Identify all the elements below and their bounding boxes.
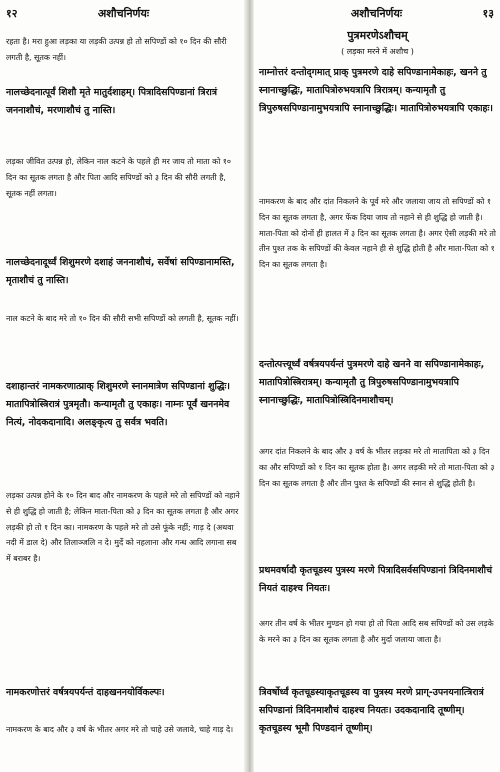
paragraph: नामकरण के बाद और ३ वर्ष के भीतर अगर मरे तो चाहे उसे जलावे, चाहे गाड़ दे। <box>6 725 234 734</box>
page-number: १३ <box>482 7 494 20</box>
left-page-body <box>6 26 243 772</box>
right-page <box>253 0 500 772</box>
paragraph: अगर दांत निकलने के बाद और ३ वर्ष के भीतर लड़का मरे तो मातापिता को ३ दिन का और सपिण्डों को १ दिन का सूतक होता है। अगर लड़की मरे तो माता-पिता को ३ दिन का सूतक लगता है और तीन पुश्त के सपिण्डों की स्नान से शुद्धि होती है। <box>259 447 495 488</box>
running-title: अशौचनिर्णयः <box>97 7 150 20</box>
verse: नालच्छेदनात्पूर्वं शिशौ मृते मातुर्दशाहम्। पित्रादिसपिण्डानां त्रिरात्रं जननाशौचं, मरणाशौचं तु नास्ति। <box>6 87 218 116</box>
paragraph: नाल कटने के बाद मरे तो १० दिन की सौरी सभी सपिण्डों को लगती है, सूतक नहीं। <box>6 314 239 323</box>
section-title: पुत्रमरणेऽशौचम् <box>347 29 408 42</box>
paragraph: रहता है। मरा हुआ लड़का या लड़की उत्पन्न हो तो सपिण्डों को १० दिन की सौरी लगती है, सूतक नहीं। <box>6 37 227 62</box>
left-page-header <box>6 6 241 22</box>
verse: नामकरणोत्तरं वर्षत्रयपर्यन्तं दाहखननयोर्विकल्पः। <box>6 687 165 698</box>
paragraph: नामकरण के बाद और दांत निकलने के पूर्व मरे और जलाया जाय तो सपिण्डों को १ दिन का सूतक लगता है, अगर फेंक दिया जाय तो नहाने से ही शुद्धि हो जाती है। माता-पिता को दोनों ही हालत में ३ दिन का सूतक लगता है। अगर ऐसी लड़की मरे तो तीन पुश्त तक के सपिण्डों की केवल नहाने ही से शुद्धि होती है और माता-पिता को १ दिन का सूतक लगता है। <box>259 197 496 270</box>
running-title: अशौचनिर्णयः <box>350 7 403 20</box>
verse: त्रिवर्षोर्ध्वं कृतचूडस्याकृतचूडस्य वा पुत्रस्य मरणे प्राग्-उपनयनात्त्रिरात्रं सपिण्डानां त्रिदिनमाशौचं दाहश्च नियतः। उदकदानादि तूष्णीम्। कृतचूडस्य भूमौ पिण्डदानं तूष्णीम्। <box>259 687 484 734</box>
verse: दशाहान्तरं नामकरणात्प्राक् शिशुमरणे स्नानमात्रेण सपिण्डानां शुद्धिः। मातापित्रोस्त्रिरात्रं पुत्रमृतौ। कन्यामृतौ तु एकाहः। नाम्नः पूर्वं खननमेव नित्यं, नोदकदानादि। अलङ्कृत्य तु सर्वत्र भवति। <box>6 381 230 428</box>
right-page-body <box>259 26 496 772</box>
page-number: १२ <box>6 7 18 20</box>
paragraph: अगर तीन वर्ष के भीतर मुण्डन हो गया हो तो पिता आदि सब सपिण्डों को उस लड़के के मरने का ३ दिन का सूतक लगता है और मुर्दा जलाया जाता है। <box>259 619 494 644</box>
left-page <box>0 0 247 772</box>
verse: प्रथमवर्षादौ कृतचूडस्य पुत्रस्य मरणे पित्रादिसर्वसपिण्डानां त्रिदिनमाशौचं नियतं दाहश्च नियतः। <box>259 565 493 594</box>
section-subtitle: ( लड़का मरने में अशौच ) <box>341 47 414 56</box>
paragraph: लड़का उत्पन्न होने के १० दिन बाद और नामकरण के पहले मरे तो सपिण्डों को नहाने से ही शुद्धि हो जाती है; लेकिन माता-पिता को ३ दिन का सूतक लगता है और अगर लड़की हो तो १ दिन का। नामकरण के पहले मरे तो उसे फूंके नहीं; गाड़ दे (अथवा नदी में डाल दे) और तिलाञ्जलि न दे। मुर्दे को नहलाना और गन्ध आदि लगाना सब में बराबर है। <box>6 491 240 564</box>
verse: नाम्नोत्तरं दन्तोद्‌गमात् प्राक् पुत्रमरणे दाहे सपिण्डानामेकाहः, खनने तु स्नानाच्छुद्धिः, मातापित्रोरुभयत्रापि त्रिरात्रम्। कन्यामृतौ तु त्रिपुरुषसपिण्डानामुभयत्रापि स्नानाच्छुद्धिः। मातापित्रोरुभयत्रापि एकाहः। <box>259 67 493 114</box>
right-page-header <box>259 6 494 22</box>
verse: नालच्छेदनादूर्ध्वं शिशुमरणे दशाहं जननाशौचं, सर्वेषां सपिण्डानामस्ति, मृताशौचं तु नास्ति। <box>6 257 235 286</box>
paragraph: लड़का जीवित उत्पन्न हो, लेकिन नाल कटने के पहले ही मर जाय तो माता को १० दिन का सूतक लगता है और पिता आदि सपिण्डों को ३ दिन की सौरी लगती है, सूतक नहीं लगता। <box>6 157 231 198</box>
verse: दन्तोत्पत्त्यूर्ध्वं वर्षत्रयपर्यन्तं पुत्रमरणे दाहे खनने वा सपिण्डानामेकाहः, मातापित्रोस्त्रिरात्रम्। कन्यामृतौ तु त्रिपुरुषसपिण्डानामुभयत्रापि स्नानाच्छुद्धिः, मातापित्रोस्त्रिदिनमाशौचम्। <box>259 359 485 406</box>
